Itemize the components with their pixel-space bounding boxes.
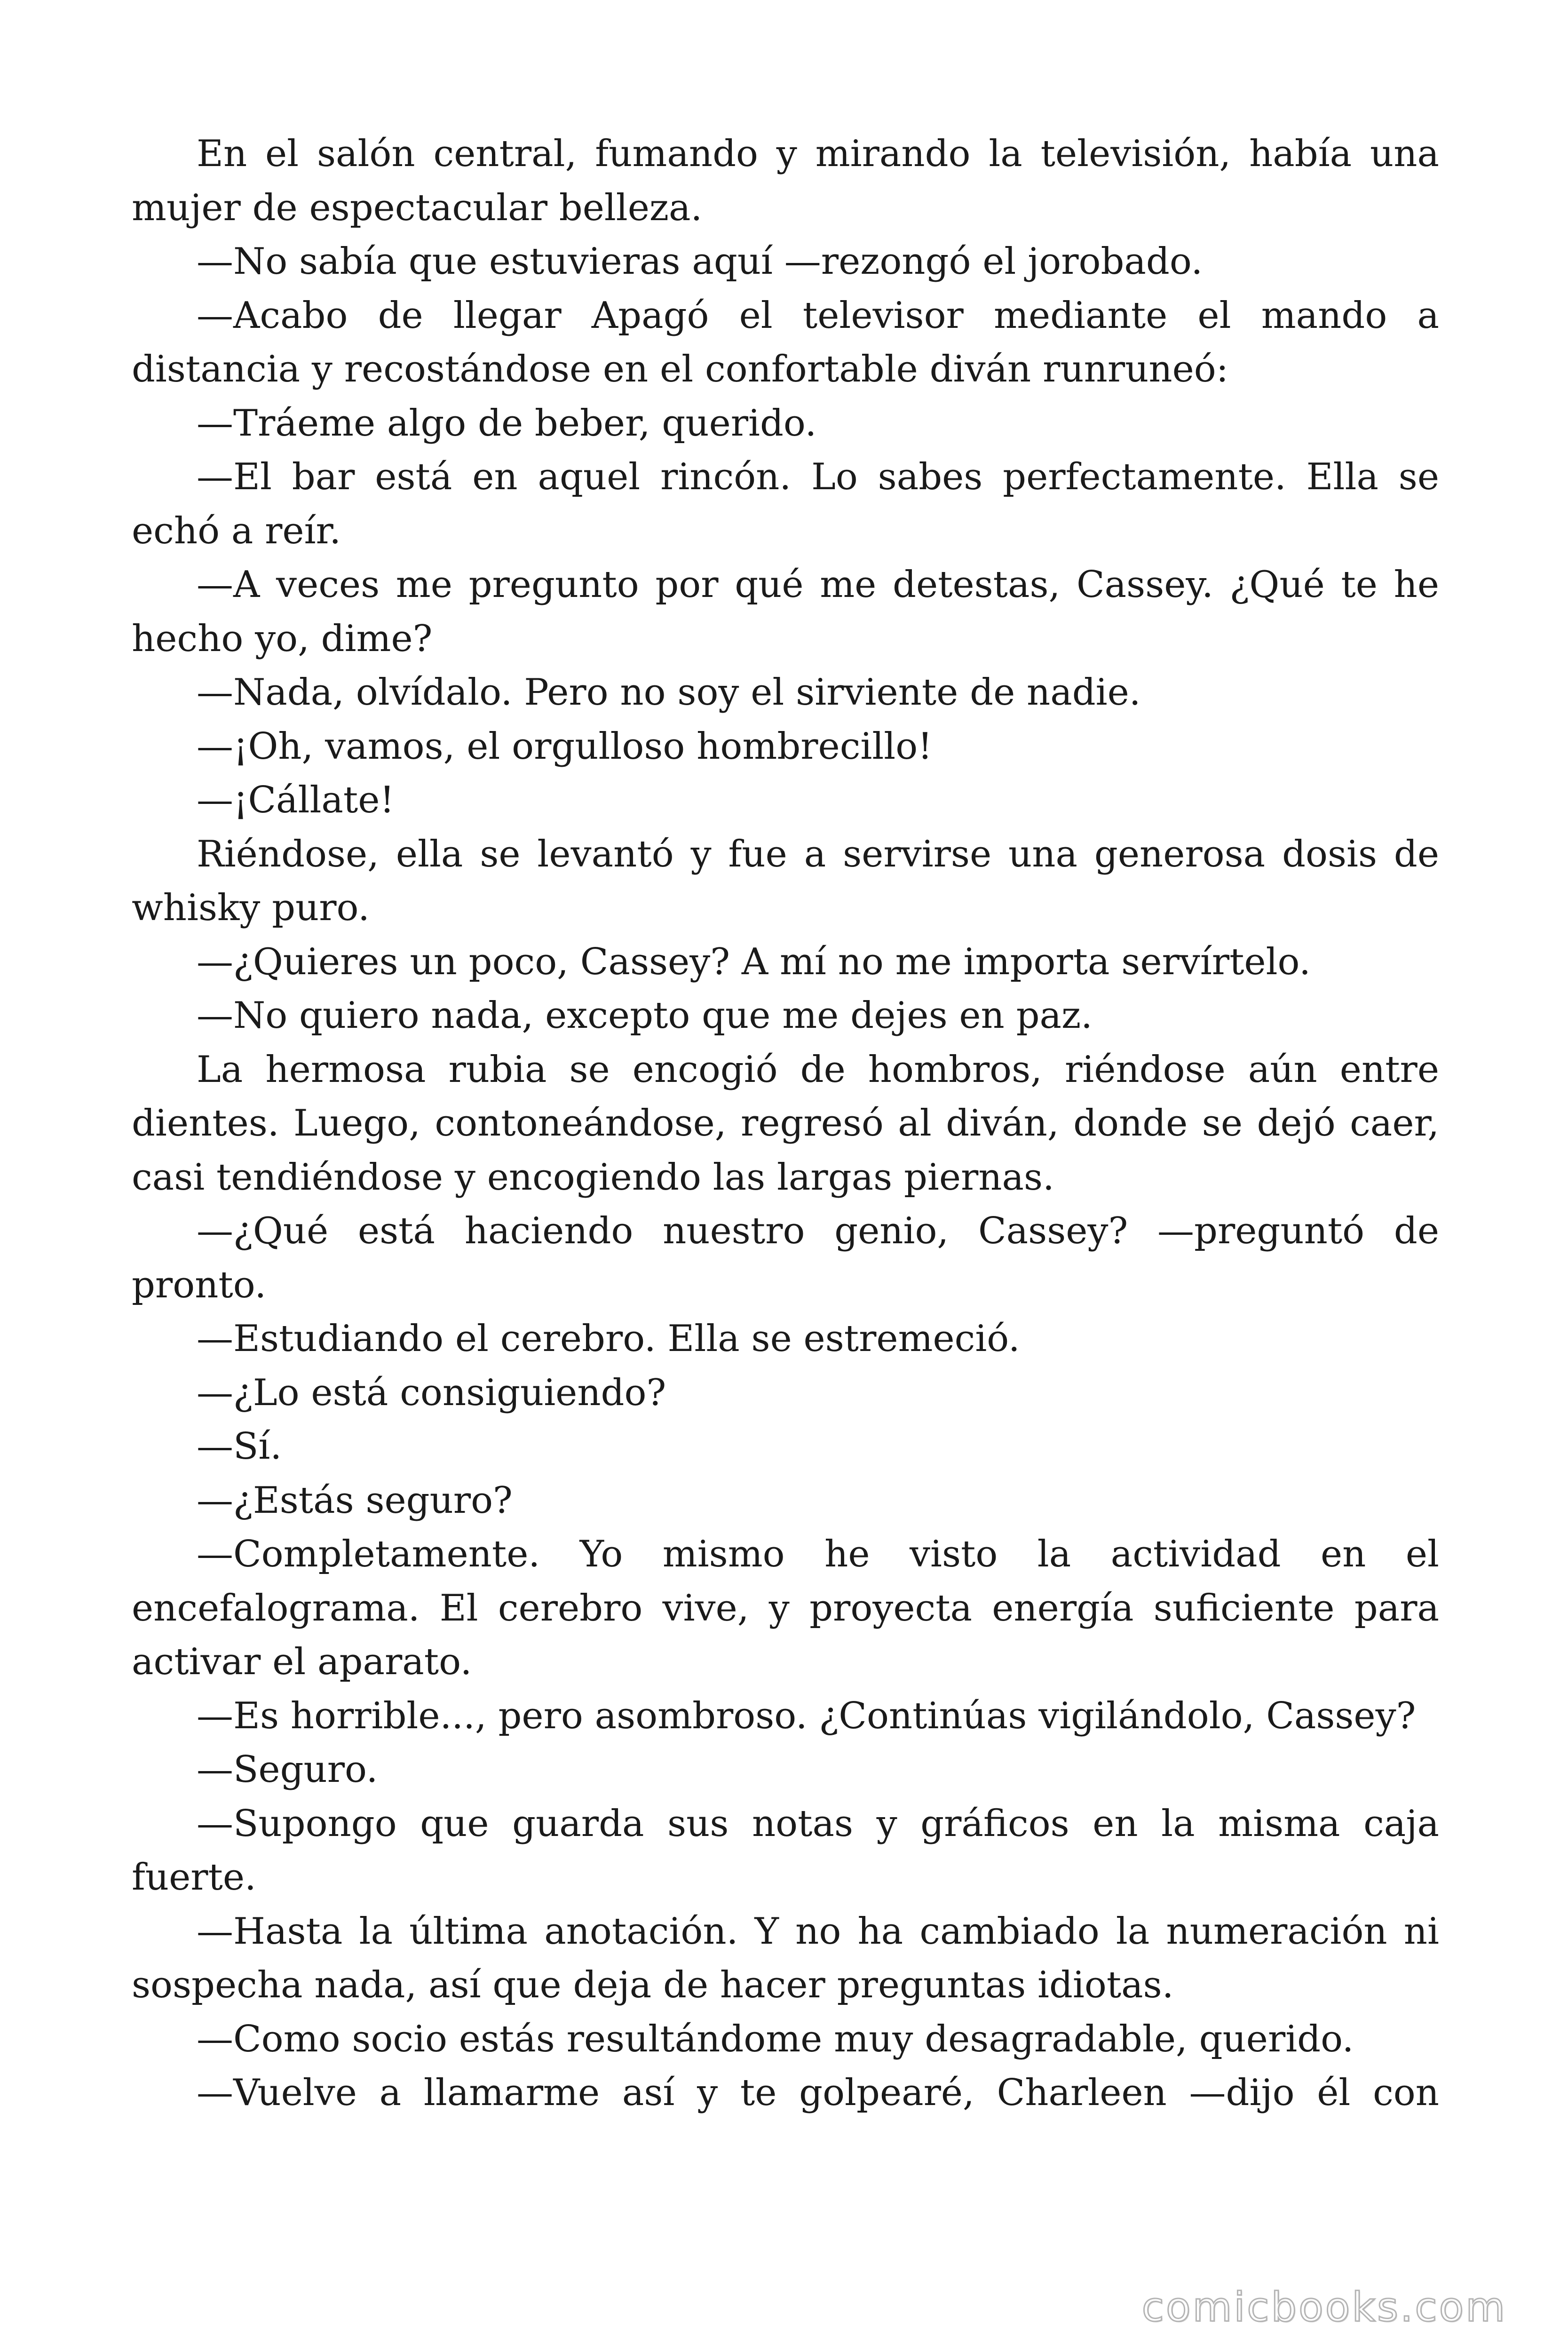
paragraph: —¿Estás seguro? <box>197 1479 513 1522</box>
paragraph: —No quiero nada, excepto que me dejes en paz. <box>197 994 1093 1037</box>
paragraph: —A veces me pregunto por qué me detestas, Cassey. ¿Qué te he hecho yo, dime? <box>132 564 1439 660</box>
paragraph: —¿Quieres un poco, Cassey? A mí no me importa servírtelo. <box>197 940 1311 983</box>
paragraph: —Tráeme algo de beber, querido. <box>197 402 817 445</box>
paragraph: En el salón central, fumando y mirando la televisión, había una mujer de espectacular belleza. <box>132 133 1439 229</box>
paragraph: —Seguro. <box>197 1748 378 1791</box>
paragraph: —Sí. <box>197 1425 282 1468</box>
paragraph: —¿Qué está haciendo nuestro genio, Cassey? —preguntó de pronto. <box>132 1210 1439 1306</box>
paragraph: —Nada, olvídalo. Pero no soy el sirviente de nadie. <box>197 671 1141 714</box>
paragraph: —Completamente. Yo mismo he visto la actividad en el encefalograma. El cerebro vive, y proyecta energía suficiente para activar el aparato. <box>132 1533 1439 1683</box>
watermark: comicbooks.com <box>1141 2284 1507 2331</box>
paragraph: —Es horrible..., pero asombroso. ¿Continúas vigilándolo, Cassey? <box>197 1694 1416 1737</box>
paragraph: —Vuelve a llamarme así y te golpearé, Charleen —dijo él con <box>197 2072 1439 2114</box>
paragraph: —Supongo que guarda sus notas y gráficos en la misma caja fuerte. <box>132 1802 1439 1899</box>
paragraph: —Hasta la última anotación. Y no ha cambiado la numeración ni sospecha nada, así que deja de hacer preguntas idiotas. <box>132 1910 1439 2006</box>
paragraph: La hermosa rubia se encogió de hombros, riéndose aún entre dientes. Luego, contoneándose, regresó al diván, donde se dejó caer, casi tendiéndose y encogiendo las largas piernas. <box>132 1048 1439 1199</box>
paragraph: —Como socio estás resultándome muy desagradable, querido. <box>197 2018 1354 2060</box>
paragraph: —Acabo de llegar Apagó el televisor mediante el mando a distancia y recostándose en el confortable diván runruneó: <box>132 294 1439 390</box>
paragraph: Riéndose, ella se levantó y fue a servirse una generosa dosis de whisky puro. <box>132 833 1439 929</box>
paragraph: —El bar está en aquel rincón. Lo sabes perfectamente. Ella se echó a reír. <box>132 456 1439 552</box>
paragraph: —Estudiando el cerebro. Ella se estremeció. <box>197 1318 1020 1360</box>
paragraph: —¡Cállate! <box>197 779 395 821</box>
paragraph: —¡Oh, vamos, el orgulloso hombrecillo! <box>197 725 933 768</box>
paragraph: —¿Lo está consiguiendo? <box>197 1371 666 1414</box>
paragraph: —No sabía que estuvieras aquí —rezongó el jorobado. <box>197 240 1203 283</box>
page-body-text <box>132 127 1439 2120</box>
